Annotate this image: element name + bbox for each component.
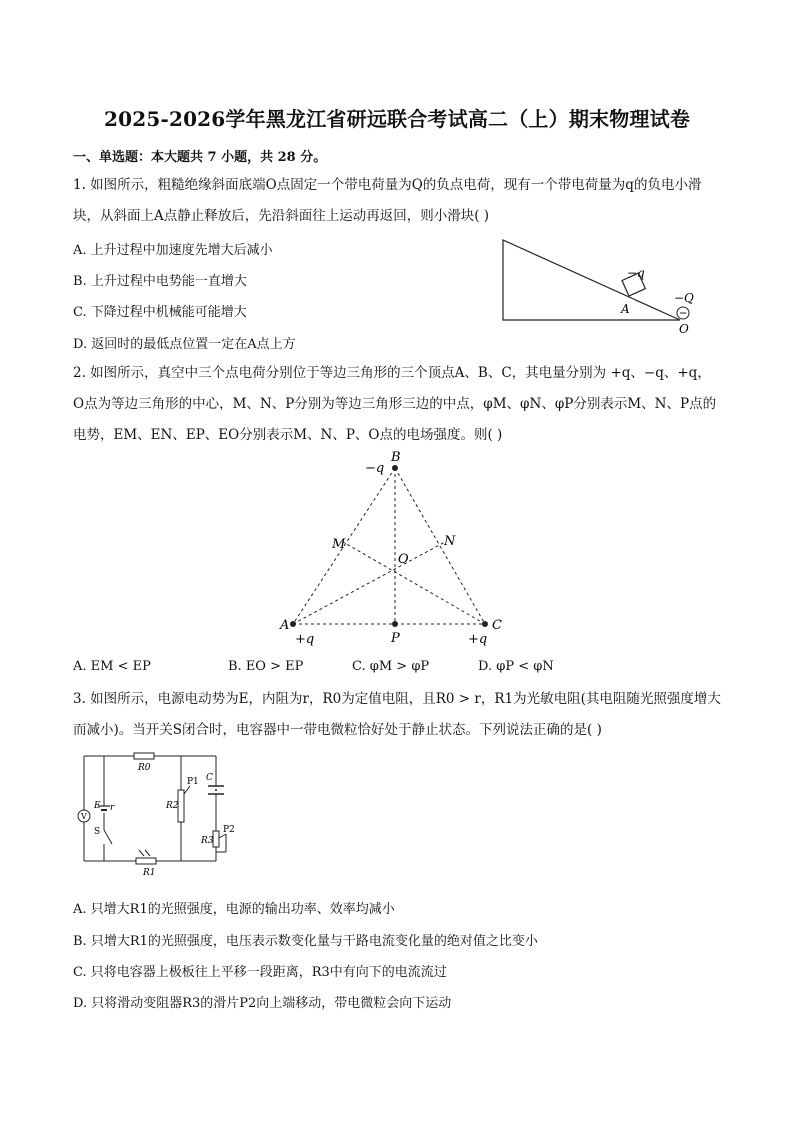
- point-o-label: O: [679, 322, 689, 336]
- label-c: C: [492, 618, 502, 633]
- q2-option-a[interactable]: A. EM < EP: [73, 659, 151, 674]
- vertex-a-dot: [290, 621, 296, 627]
- q1-incline-figure: [495, 235, 710, 340]
- point-a-label: A: [621, 302, 630, 316]
- resistor-r0: [134, 753, 154, 759]
- label-c: C: [206, 773, 213, 783]
- q2-option-b[interactable]: B. EO > EP: [228, 659, 304, 674]
- label-p: P: [391, 631, 400, 646]
- q3-option-b[interactable]: B. 只增大R1的光照强度，电压表示数变化量与干路电流变化量的绝对值之比变小: [73, 934, 538, 949]
- label-b: B: [391, 450, 401, 465]
- vertex-c-dot: [482, 621, 488, 627]
- label-e: E: [94, 801, 101, 811]
- switch-s: [104, 830, 112, 844]
- q2-option-c[interactable]: C. φM > φP: [352, 659, 430, 674]
- q2-stem-line3: 电势，EM、EN、EP、EO分别表示M、N、P、O点的电场强度。则( ): [73, 427, 503, 443]
- q1-stem-line2: 块，从斜面上A点静止释放后，先沿斜面往上运动再返回，则小滑块( ): [73, 208, 490, 224]
- q1-option-c[interactable]: C. 下降过程中机械能可能增大: [73, 305, 247, 320]
- label-v: V: [81, 812, 87, 821]
- q1-option-b[interactable]: B. 上升过程中电势能一直增大: [73, 274, 247, 289]
- page-title: 2025-2026学年黑龙江省研远联合考试高二（上）期末物理试卷: [103, 107, 691, 131]
- label-r0: R0: [138, 763, 151, 773]
- label-n: N: [444, 534, 456, 549]
- q2-stem-line1: 2. 如图所示，真空中三个点电荷分别位于等边三角形的三个顶点A、B、C，其电量分别为 +q、−q、+q，: [73, 365, 711, 381]
- label-c-charge: +q: [468, 632, 488, 647]
- rheostat-r2: [178, 790, 184, 822]
- label-s: S: [94, 827, 101, 837]
- label-r1: R1: [143, 868, 156, 878]
- charged-particle: [215, 789, 217, 791]
- q3-stem-line1: 3. 如图所示，电源电动势为E，内阻为r，R0为定值电阻，且R0 > r，R1为光敏电阻(其电阻随光照强度增大: [73, 691, 721, 707]
- q2-triangle-figure: [275, 445, 515, 655]
- q2-stem-line2: O点为等边三角形的中心，M、N、P分别为等边三角形三边的中点，φM、φN、φP分别表示M、N、P点的: [73, 396, 717, 412]
- label-r: r: [110, 803, 115, 813]
- charge-q-label: −Q: [674, 291, 694, 305]
- section-heading: 一、单选题：本大题共 7 小题，共 28 分。: [73, 150, 327, 165]
- label-a-charge: +q: [295, 632, 315, 647]
- q1-stem-line1: 1. 如图所示，粗糙绝缘斜面底端O点固定一个带电荷量为Q的负点电荷，现有一个带电荷量为q的负电小滑: [73, 177, 702, 193]
- photoresistor-r1: [136, 858, 156, 864]
- q1-option-d[interactable]: D. 返回时的最低点位置一定在A点上方: [73, 337, 296, 352]
- label-m: M: [332, 537, 346, 552]
- label-r3: R3: [201, 836, 214, 846]
- q3-stem-line2: 而减小)。当开关S闭合时，电容器中一带电微粒恰好处于静止状态。下列说法正确的是( ): [73, 722, 602, 738]
- q3-option-d[interactable]: D. 只将滑动变阻器R3的滑片P2向上端移动，带电微粒会向下运动: [73, 996, 452, 1011]
- midpoint-p-dot: [392, 621, 398, 627]
- label-a: A: [280, 618, 290, 633]
- label-o: O: [398, 552, 409, 567]
- q3-option-c[interactable]: C. 只将电容器上极板往上平移一段距离，R3中有向下的电流流过: [73, 965, 447, 980]
- q3-option-a[interactable]: A. 只增大R1的光照强度，电源的输出功率、效率均减小: [73, 902, 395, 917]
- incline-triangle: [503, 240, 680, 320]
- block-charge-label: −q: [627, 266, 645, 280]
- q1-option-a[interactable]: A. 上升过程中加速度先增大后减小: [73, 243, 273, 258]
- label-b-charge: −q: [365, 461, 385, 476]
- q3-circuit-figure: [76, 748, 246, 878]
- vertex-b-dot: [392, 465, 398, 471]
- label-r2: R2: [166, 801, 179, 811]
- rheostat-r3: [213, 831, 219, 847]
- q2-option-d[interactable]: D. φP < φN: [478, 659, 554, 674]
- label-p2: P2: [223, 825, 235, 835]
- label-p1: P1: [187, 777, 199, 787]
